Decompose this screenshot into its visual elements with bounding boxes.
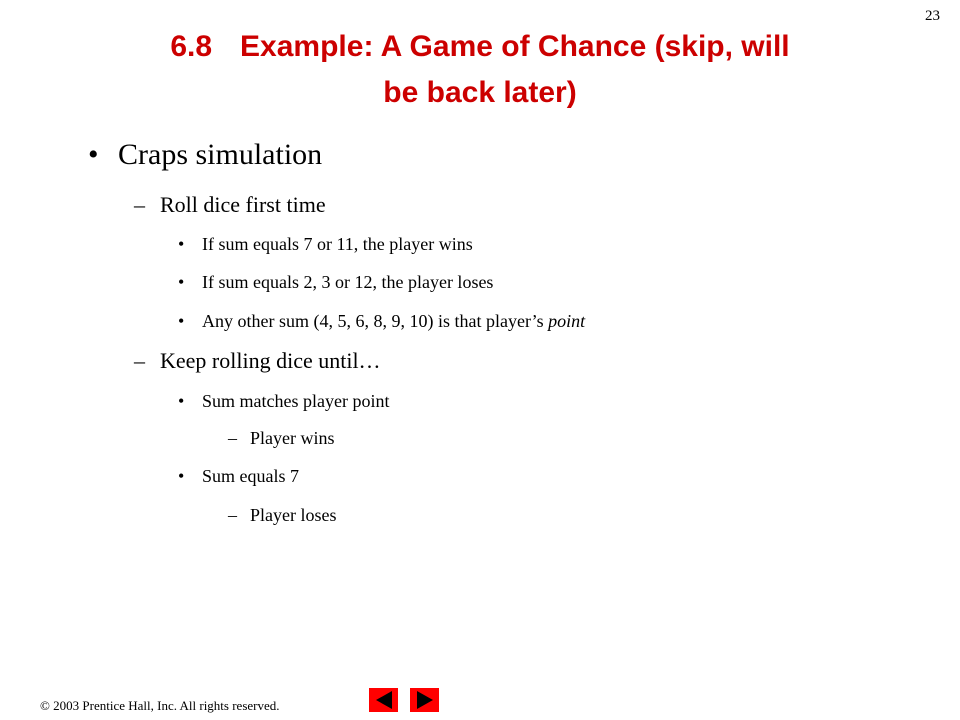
- dash-symbol: –: [134, 192, 145, 217]
- title-text-1: Example: A Game of Chance (skip, will: [240, 30, 790, 63]
- next-slide-button[interactable]: [410, 688, 439, 712]
- item-sum-matches-point: [178, 391, 389, 412]
- copyright-symbol: ©: [40, 698, 50, 713]
- sub-bullet-text: Keep rolling dice until…: [160, 348, 381, 373]
- other-sum-text: Any other sum (4, 5, 6, 8, 9, 10) is that player’s: [202, 311, 549, 331]
- copyright-footer: [40, 698, 280, 714]
- title-line-1: [80, 24, 880, 70]
- page-number: 23: [925, 8, 940, 24]
- sub-item-text: Player wins: [250, 428, 335, 448]
- sub-bullet-keep-rolling: [134, 348, 381, 374]
- dash-symbol: –: [228, 505, 237, 525]
- bullet-text: Craps simulation: [118, 138, 323, 171]
- bullet-craps-simulation: [88, 138, 322, 172]
- slide-title: [80, 24, 880, 116]
- dot-symbol: •: [178, 234, 185, 254]
- sub-item-player-wins: [228, 428, 335, 449]
- dash-symbol: –: [228, 428, 237, 448]
- dot-symbol: •: [178, 272, 185, 292]
- item-text: Sum matches player point: [202, 391, 390, 411]
- item-text: Sum equals 7: [202, 466, 299, 486]
- item-sum-7-or-11: [178, 234, 473, 255]
- previous-slide-button[interactable]: [369, 688, 398, 712]
- sub-bullet-roll-first: [134, 192, 326, 218]
- sub-item-text: Player loses: [250, 505, 337, 525]
- item-other-sum: [178, 311, 585, 332]
- dot-symbol: •: [178, 466, 185, 486]
- item-sum-equals-7: [178, 466, 299, 487]
- item-text: [202, 311, 585, 332]
- left-arrow-icon: [376, 691, 392, 709]
- item-text: If sum equals 2, 3 or 12, the player loses: [202, 272, 494, 292]
- copyright-text: 2003 Prentice Hall, Inc. All rights reserved.: [49, 698, 280, 713]
- item-sum-2-3-12: [178, 272, 493, 293]
- right-arrow-icon: [417, 691, 433, 709]
- bullet-symbol: •: [88, 138, 99, 171]
- title-line-2: be back later): [383, 76, 577, 109]
- point-italic: point: [548, 311, 586, 331]
- section-number: 6.8: [170, 30, 213, 63]
- dot-symbol: •: [178, 311, 185, 331]
- dash-symbol: –: [134, 348, 145, 373]
- item-text: If sum equals 7 or 11, the player wins: [202, 234, 473, 254]
- sub-bullet-text: Roll dice first time: [160, 192, 326, 217]
- sub-item-player-loses: [228, 505, 336, 526]
- dot-symbol: •: [178, 391, 185, 411]
